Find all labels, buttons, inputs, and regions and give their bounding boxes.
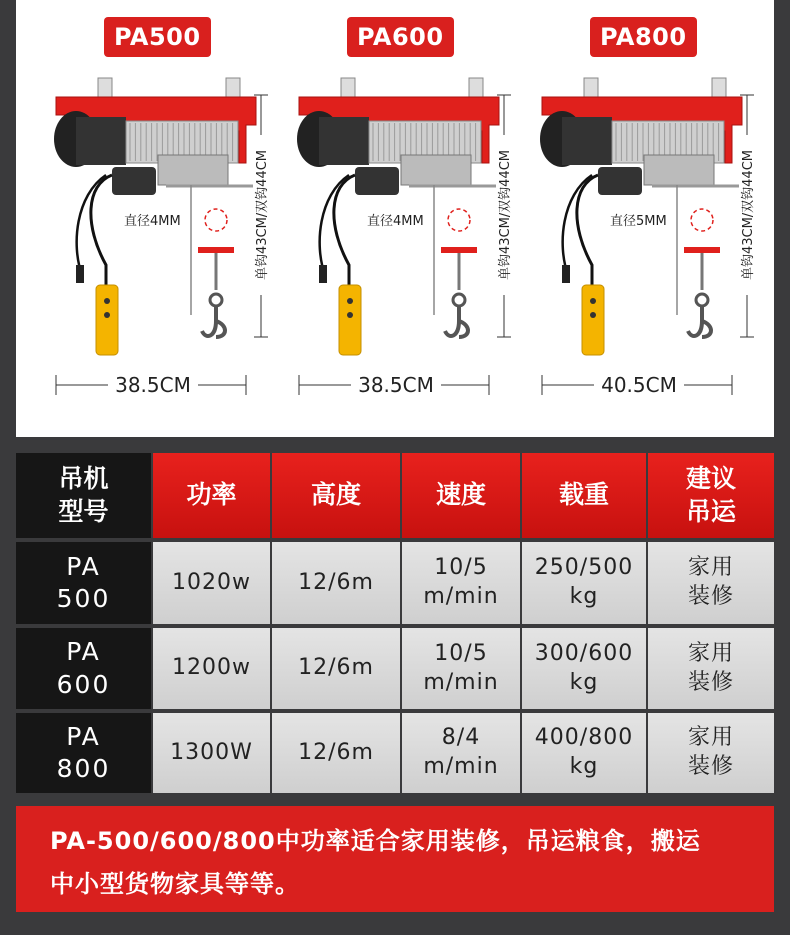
table-header-power: 功率: [153, 453, 270, 538]
table-cell: 家用 装修: [648, 713, 774, 793]
table-cell: 250/500 kg: [522, 542, 646, 624]
table-header-speed: 速度: [402, 453, 520, 538]
height-label: 单钩43CM/双钩44CM: [255, 149, 270, 281]
table-cell: 300/600 kg: [522, 628, 646, 709]
model-badge-pa600: PA600: [347, 17, 454, 57]
table-cell: 家用 装修: [648, 542, 774, 624]
table-cell: 400/800 kg: [522, 713, 646, 793]
description-banner: [16, 806, 774, 912]
height-label: 单钩43CM/双钩44CM: [741, 149, 756, 281]
model-badge-pa500: PA500: [104, 17, 211, 57]
hoist-drawing: [289, 75, 521, 405]
table-cell: 1020w: [153, 542, 270, 624]
table-cell: 1200w: [153, 628, 270, 709]
hoist-drawing: [46, 75, 278, 405]
spec-table: [16, 453, 774, 793]
table-cell: 12/6m: [272, 542, 400, 624]
hoist-body: [540, 78, 754, 395]
hoist-body: [54, 78, 268, 395]
table-header-usage: 建议 吊运: [648, 453, 774, 538]
diameter-label: 直径4MM: [124, 214, 181, 229]
banner-line-1: PA-500/600/800中功率适合家用装修，吊运粮食，搬运: [50, 827, 701, 855]
table-cell: 12/6m: [272, 628, 400, 709]
table-row-model: PA 800: [16, 713, 151, 793]
table-header-height: 高度: [272, 453, 400, 538]
hoist-illustration-pa600: [289, 75, 521, 409]
table-cell: 12/6m: [272, 713, 400, 793]
model-badge-pa800: PA800: [590, 17, 697, 57]
table-header-load: 载重: [522, 453, 646, 538]
table-cell: 8/4 m/min: [402, 713, 520, 793]
diameter-label: 直径4MM: [367, 214, 424, 229]
width-label: 38.5CM: [358, 373, 434, 397]
hoist-illustration-pa800: [532, 75, 764, 409]
diameter-label: 直径5MM: [610, 214, 667, 229]
table-cell: 10/5 m/min: [402, 628, 520, 709]
table-row-model: PA 500: [16, 542, 151, 624]
table-cell: 1300W: [153, 713, 270, 793]
table-corner-header: 吊机 型号: [16, 453, 151, 538]
hoist-illustration-pa500: [46, 75, 278, 409]
banner-line-2: 中小型货物家具等等。: [50, 870, 300, 898]
table-cell: 家用 装修: [648, 628, 774, 709]
width-label: 38.5CM: [115, 373, 191, 397]
hoist-body: [297, 78, 511, 395]
hoist-drawing: [532, 75, 764, 405]
product-panel: [16, 0, 774, 437]
height-label: 单钩43CM/双钩44CM: [498, 149, 513, 281]
table-row-model: PA 600: [16, 628, 151, 709]
width-label: 40.5CM: [601, 373, 677, 397]
table-cell: 10/5 m/min: [402, 542, 520, 624]
